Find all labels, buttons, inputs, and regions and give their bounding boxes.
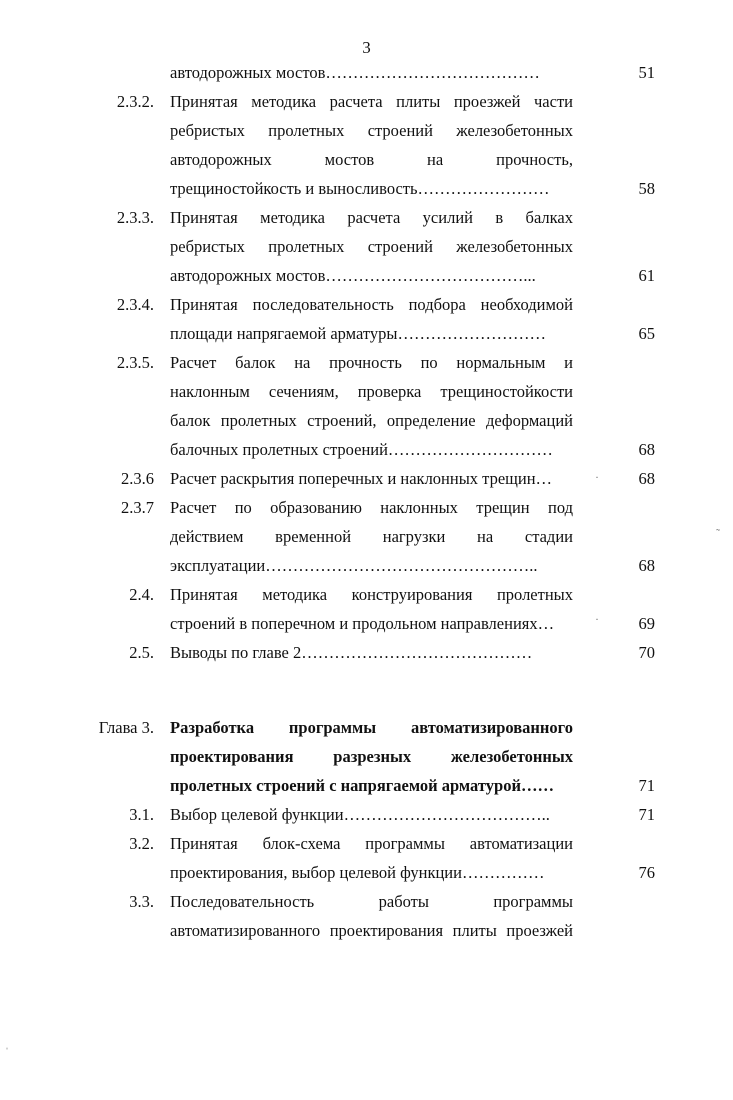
toc-page-ref: 65 — [638, 324, 655, 343]
toc-section-number: 2.3.3. — [116, 208, 154, 227]
spacer — [0, 667, 733, 713]
scan-speck: · — [595, 470, 599, 484]
toc-section-number: 2.3.4. — [116, 295, 154, 314]
toc-entry-line: балочных пролетных строений………………………… — [170, 440, 553, 459]
toc-chapter-entry — [0, 713, 733, 800]
toc-entry — [0, 87, 733, 203]
toc-page-ref: 61 — [638, 266, 655, 285]
toc-entry-line: автоматизированного проектирования плиты проезжей — [170, 921, 573, 940]
toc-entry-line: автодорожных мостов………………………………… — [170, 63, 540, 82]
toc-entry-line: Расчет по образованию наклонных трещин под — [170, 498, 573, 517]
toc-entry — [0, 887, 733, 945]
table-of-contents — [0, 58, 733, 945]
toc-entry-line: действием временной нагрузки на стадии — [170, 527, 573, 546]
toc-section-number: 3.3. — [129, 892, 154, 911]
toc-section-number: 2.4. — [129, 585, 154, 604]
toc-page-ref: 51 — [638, 63, 655, 82]
toc-chapter-number: Глава 3. — [98, 718, 154, 737]
toc-page-ref: 71 — [638, 776, 655, 795]
toc-section-number: 2.3.2. — [116, 92, 154, 111]
toc-entry — [0, 829, 733, 887]
toc-entry — [0, 800, 733, 829]
toc-chapter-line: пролетных строений с напрягаемой арматурой…… — [170, 776, 554, 795]
toc-section-number: 2.3.7 — [121, 498, 154, 517]
toc-entry-line: наклонным сечениям, проверка трещиностойкости — [170, 382, 573, 401]
toc-entry — [0, 638, 733, 667]
toc-entry-line: ребристых пролетных строений железобетонных — [170, 237, 573, 256]
toc-entry — [0, 580, 733, 638]
toc-entry-line: Выбор целевой функции……………………………….. — [170, 805, 550, 824]
toc-entry — [0, 464, 733, 493]
toc-entry-line: ребристых пролетных строений железобетонных — [170, 121, 573, 140]
toc-section-number: 3.1. — [129, 805, 154, 824]
toc-entry-line: Принятая последовательность подбора необходимой — [170, 295, 573, 314]
toc-entry-line: Выводы по главе 2…………………………………… — [170, 643, 533, 662]
toc-page-ref: 68 — [638, 469, 655, 488]
scan-speck: · — [595, 612, 599, 626]
toc-entry-line: автодорожных мостов………………………………... — [170, 266, 536, 285]
toc-page-ref: 58 — [638, 179, 655, 198]
toc-page-ref: 68 — [638, 556, 655, 575]
toc-entry-line: строений в поперечном и продольном направлениях… — [170, 614, 555, 633]
toc-entry-line: балок пролетных строений, определение деформаций — [170, 411, 573, 430]
toc-page-ref: 68 — [638, 440, 655, 459]
toc-entry-line: Принятая методика конструирования пролетных — [170, 585, 573, 604]
toc-entry — [0, 290, 733, 348]
toc-entry-line: эксплуатации………………………………………….. — [170, 556, 538, 575]
toc-entry — [0, 493, 733, 580]
toc-entry — [0, 58, 733, 87]
toc-entry-line: Расчет балок на прочность по нормальным и — [170, 353, 573, 372]
toc-entry-line: трещиностойкость и выносливость…………………… — [170, 179, 550, 198]
toc-page-ref: 70 — [638, 643, 655, 662]
toc-section-number: 3.2. — [129, 834, 154, 853]
toc-entry-line: Принятая блок-схема программы автоматизации — [170, 834, 573, 853]
toc-entry — [0, 203, 733, 290]
toc-entry-line: Последовательность работы программы — [170, 892, 573, 911]
toc-entry-line: Принятая методика расчета усилий в балках — [170, 208, 573, 227]
toc-page-ref: 76 — [638, 863, 655, 882]
scan-speck: ˈ — [5, 1045, 9, 1059]
toc-chapter-line: проектирования разрезных железобетонных — [170, 747, 573, 766]
toc-entry-line: проектирования, выбор целевой функции…………… — [170, 863, 545, 882]
toc-section-number: 2.5. — [129, 643, 154, 662]
toc-page-ref: 69 — [638, 614, 655, 633]
toc-page-ref: 71 — [638, 805, 655, 824]
toc-section-number: 2.3.6 — [121, 469, 154, 488]
toc-entry-line: автодорожных мостов на прочность, — [170, 150, 573, 169]
toc-entry-line: Принятая методика расчета плиты проезжей части — [170, 92, 573, 111]
toc-section-number: 2.3.5. — [116, 353, 154, 372]
toc-entry-line: Расчет раскрытия поперечных и наклонных трещин… — [170, 469, 553, 488]
scan-speck: ˜ — [716, 526, 720, 540]
page-number: 3 — [362, 38, 371, 57]
toc-entry — [0, 348, 733, 464]
toc-chapter-line: Разработка программы автоматизированного — [170, 718, 573, 737]
toc-entry-line: площади напрягаемой арматуры……………………… — [170, 324, 546, 343]
